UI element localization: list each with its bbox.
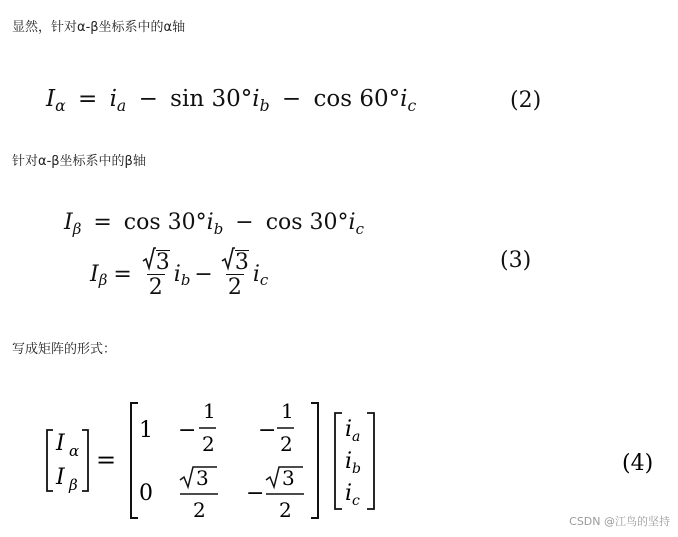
eq3a-lhs: I [64, 210, 73, 235]
eq3a-term1: i [206, 210, 214, 235]
equation-2 [46, 86, 417, 116]
rhs-left-bracket [335, 413, 342, 509]
eq3a-term2-sub: c [355, 220, 364, 239]
eq3b-term1-sub: b [180, 270, 191, 289]
eq2-func1: sin 30° [170, 86, 253, 112]
eq3b-frac1-num: 3 [155, 250, 170, 275]
eq4-equals: = [96, 446, 117, 474]
eq3a-lhs-sub: β [72, 220, 82, 239]
eq2-term1: i [109, 86, 117, 112]
eq4-m23-den: 2 [279, 498, 292, 522]
eq4-m13-sign: − [258, 418, 277, 443]
eq3b-term2: i [252, 262, 260, 288]
eq4-v3: i [345, 481, 353, 506]
eq4-m11: 1 [139, 418, 153, 443]
eq3a-func2: cos 30° [265, 210, 349, 235]
equation-4-number: (4) [622, 451, 654, 476]
eq4-m12-sign: − [178, 418, 197, 443]
eq4-v1-sub: a [352, 429, 361, 445]
eq4-m13-den: 2 [280, 432, 293, 456]
eq3b-term1: i [173, 262, 181, 288]
equation-3b [90, 250, 268, 299]
equation-3-number: (3) [500, 248, 532, 273]
eq4-m21: 0 [139, 481, 153, 506]
eq2-term3-sub: c [407, 96, 417, 116]
eq3b-minus: − [194, 262, 213, 288]
eq4-v2-sub: b [352, 461, 361, 477]
eq4-lhs-top: I [56, 431, 65, 456]
rhs-right-bracket [367, 413, 374, 509]
eq4-lhs-bottom: I [56, 465, 65, 490]
eq4-v1: i [345, 417, 353, 442]
sqrt-symbol [221, 250, 249, 274]
eq2-minus1: − [138, 86, 158, 112]
eq3b-fraction-1 [140, 250, 172, 299]
eq2-lhs: I [46, 86, 56, 112]
eq2-lhs-sub: α [55, 96, 66, 116]
alpha-intro-text: 显然，针对α-β坐标系中的α轴 [12, 20, 186, 35]
eq3a-equals: = [93, 210, 112, 235]
eq2-minus2: − [281, 86, 302, 112]
eq2-term1-sub: a [116, 96, 127, 116]
beta-intro-text: 针对α-β坐标系中的β轴 [12, 154, 146, 169]
eq4-m23-num: 3 [282, 466, 295, 490]
eq3a-minus: − [235, 210, 254, 235]
eq2-func2: cos 60° [313, 86, 401, 112]
eq3a-term1-sub: b [213, 220, 224, 239]
eq2-term2-sub: b [259, 96, 270, 116]
eq2-equals: = [77, 86, 98, 112]
eq3b-equals: = [113, 262, 132, 288]
eq4-m23-sign: − [246, 481, 265, 506]
eq3b-frac2-den: 2 [227, 275, 242, 301]
eq4-m12-num: 1 [203, 399, 216, 423]
eq2-term3: i [400, 86, 408, 112]
matrix-intro-text: 写成矩阵的形式： [12, 342, 117, 357]
eq3b-lhs-sub: β [98, 270, 108, 289]
eq4-lhs-top-sub: α [69, 442, 80, 460]
sqrt-icon [180, 467, 217, 487]
matrix-right-bracket [311, 403, 318, 518]
sqrt-symbol [142, 250, 170, 274]
lhs-right-bracket [82, 430, 88, 491]
eq4-lhs-bottom-sub: β [69, 476, 78, 494]
matrix-left-bracket [131, 403, 138, 518]
eq3b-term2-sub: c [259, 270, 269, 289]
eq3a-term2: i [348, 210, 356, 235]
eq2-term2: i [252, 86, 260, 112]
eq3b-fraction-2 [219, 250, 251, 299]
eq4-v2: i [345, 449, 353, 474]
equation-2-number: (2) [510, 88, 542, 113]
eq4-v3-sub: c [352, 493, 360, 509]
eq3a-func1: cos 30° [123, 210, 207, 235]
csdn-watermark: CSDN @江鸟的坚持 [569, 515, 670, 528]
eq4-m22-num: 3 [196, 466, 209, 490]
eq3b-lhs: I [90, 262, 99, 288]
equation-3a [64, 210, 364, 239]
sqrt-icon [266, 467, 303, 487]
eq3b-frac2-num: 3 [234, 250, 249, 275]
eq4-m22-den: 2 [193, 498, 206, 522]
lhs-left-bracket [47, 430, 53, 491]
eq4-m13-num: 1 [281, 399, 294, 423]
eq3b-frac1-den: 2 [148, 275, 163, 301]
eq4-m12-den: 2 [202, 432, 215, 456]
